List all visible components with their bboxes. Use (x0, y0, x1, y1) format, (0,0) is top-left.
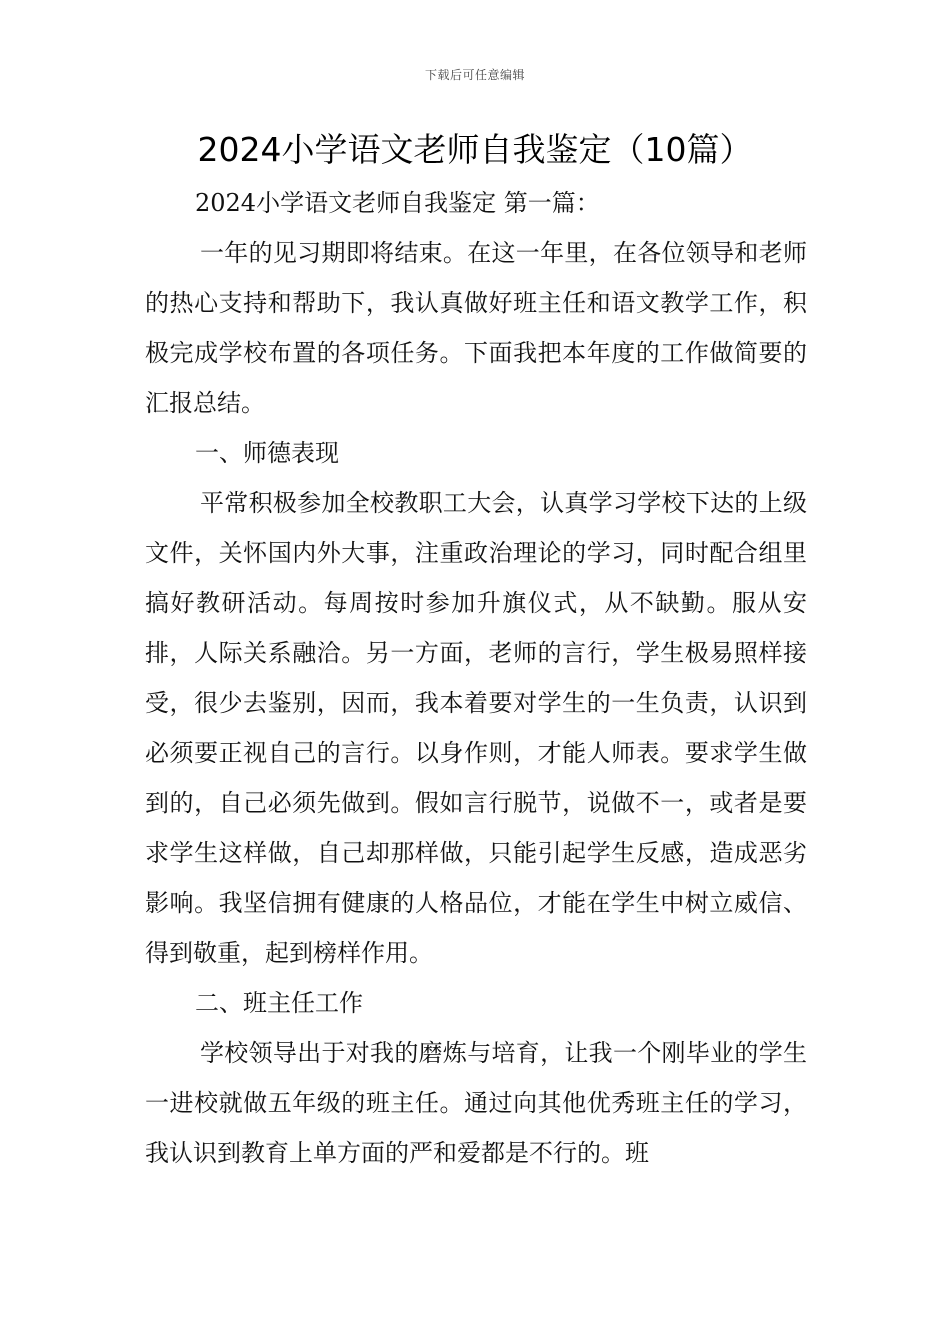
section-heading-class-teacher: 二、班主任工作 (195, 989, 363, 1017)
paragraph-class-teacher: 学校领导出于对我的磨炼与培育，让我一个刚毕业的学生一进校就做五年级的班主任。通过向其他优秀班主任的学习，我认识到教育上单方面的严和爱都是不行的。班 (145, 1039, 807, 1167)
document-title: 2024小学语文老师自我鉴定（10篇） (197, 130, 753, 169)
header-note: 下载后可任意编辑 (424, 68, 525, 82)
section-heading-ethics: 一、师德表现 (195, 439, 339, 467)
paragraph-ethics: 平常积极参加全校教职工大会，认真学习学校下达的上级文件，关怀国内外大事，注重政治理论的学习，同时配合组里搞好教研活动。每周按时参加升旗仪式，从不缺勤。服从安排，人际关系融洽。另一方面，老师的言行，学生极易照样接受，很少去鉴别，因而，我本着要对学生的一生负责，认识到必须要正视自己的言行。以身作则，才能人师表。要求学生做到的，自己必须先做到。假如言行脱节，说做不一，或者是要求学生这样做，自己却那样做，只能引起学生反感，造成恶劣影响。我坚信拥有健康的人格品位，才能在学生中树立威信、得到敬重，起到榜样作用。 (145, 489, 807, 967)
document-body (145, 178, 807, 1178)
document-subtitle: 2024小学语文老师自我鉴定 第一篇： (195, 189, 600, 217)
paragraph-intro: 一年的见习期即将结束。在这一年里，在各位领导和老师的热心支持和帮助下，我认真做好班主任和语文教学工作，积极完成学校布置的各项任务。下面我把本年度的工作做简要的汇报总结。 (145, 239, 807, 417)
